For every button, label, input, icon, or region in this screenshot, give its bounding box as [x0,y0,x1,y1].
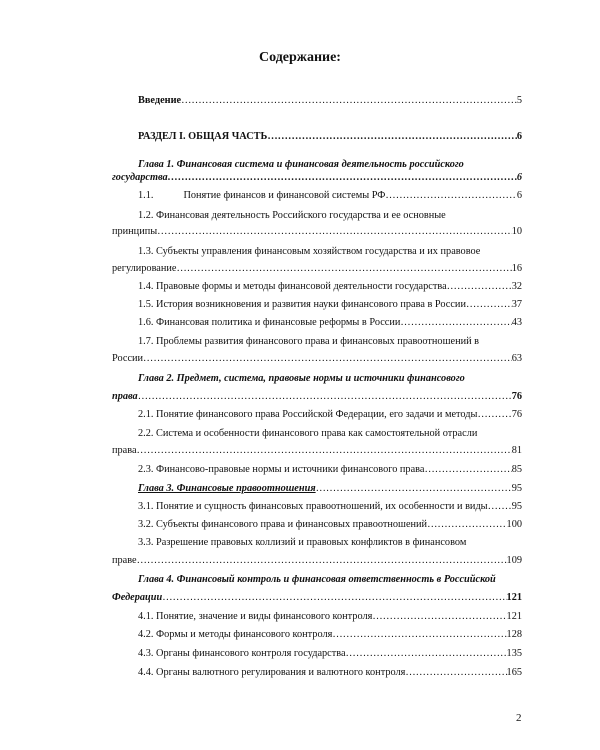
leader-dots [332,628,506,641]
toc-entry-section-1[interactable] [138,130,522,143]
leader-dots [488,500,512,513]
toc-page-number: 95 [511,483,522,494]
leader-dots [181,94,517,107]
page-number: 2 [516,712,522,724]
toc-page-number: 85 [511,464,522,475]
toc-entry-text: 4.2. Формы и методы финансового контроля [138,629,333,640]
toc-entry-text: регулирование [112,263,177,274]
toc-entry-text: 4.3. Органы финансового контроля государства [138,648,346,659]
toc-entry-text: 4.1. Понятие, значение и виды финансового контроля [138,611,373,622]
toc-entry-text: 1.6. Финансовая политика и финансовые реформы в России [138,317,401,328]
toc-page-number: 76 [511,391,522,402]
toc-page-number: 121 [506,592,522,603]
leader-dots [138,390,512,403]
toc-entry-2-2-line2[interactable] [112,444,522,457]
toc-entry-1-7-line2[interactable] [112,352,522,365]
toc-page-number: 100 [506,519,522,530]
leader-dots [385,189,516,202]
leader-dots [168,171,517,184]
toc-entry-1-4[interactable] [138,280,522,293]
toc-entry-text: 4.4. Органы валютного регулирования и валютного контроля [138,667,406,678]
toc-entry-number: 1.1. [138,190,154,201]
leader-dots [466,298,512,311]
toc-page-number: 165 [506,667,522,678]
toc-page-number: 43 [511,317,522,328]
toc-entry-text: РАЗДЕЛ I. ОБЩАЯ ЧАСТЬ [138,131,268,142]
toc-entry-2-3[interactable] [138,463,522,476]
leader-dots [400,316,511,329]
leader-dots [143,352,512,365]
leader-dots [346,647,507,660]
toc-entry-3-3-line1[interactable]: 3.3. Разрешение правовых коллизий и правовых конфликтов в финансовом [138,537,467,548]
toc-entry-text: 2.3. Финансово-правовые нормы и источники финансового права [138,464,425,475]
toc-entry-text: Введение [138,95,182,106]
toc-entry-4-3[interactable] [138,647,522,660]
toc-entry-1-3-line2[interactable] [112,262,522,275]
toc-entry-text: России [112,353,144,364]
toc-entry-intro[interactable] [138,94,522,107]
toc-page-number: 16 [511,263,522,274]
leader-dots [137,444,512,457]
leader-dots [405,666,506,679]
toc-entry-text: принципы [112,226,158,237]
toc-entry-text: 1.5. История возникновения и развития науки финансового права в России [138,299,466,310]
leader-dots [424,463,511,476]
toc-entry-text: Федерации [112,592,163,603]
toc-chapter-2-line2[interactable] [112,390,522,403]
toc-entry-1-1[interactable] [138,189,522,202]
page-title: Содержание: [259,50,341,65]
toc-page-number: 128 [506,629,522,640]
toc-page-number: 37 [511,299,522,310]
toc-page-number: 76 [511,409,522,420]
leader-dots [447,280,512,293]
toc-entry-1-7-line1[interactable]: 1.7. Проблемы развития финансового права и финансовых правоотношений в [138,336,480,347]
toc-entry-text: 3.1. Понятие и сущность финансовых правоотношений, их особенности и виды [138,501,488,512]
toc-entry-2-1[interactable] [138,408,522,421]
toc-entry-1-5[interactable] [138,298,522,311]
toc-page-number: 121 [506,611,522,622]
toc-chapter-3[interactable] [138,482,522,495]
leader-dots [267,130,517,143]
toc-entry-4-2[interactable] [138,628,522,641]
toc-entry-4-4[interactable] [138,666,522,679]
toc-entry-text: 1.4. Правовые формы и методы финансовой деятельности государства [138,281,447,292]
toc-entry-text: 3.2. Субъекты финансового права и финансовых правоотношений [138,519,428,530]
leader-dots [427,518,506,531]
toc-entry-text: Понятие финансов и финансовой системы РФ [183,190,386,201]
toc-chapter-4-line1[interactable]: Глава 4. Финансовый контроль и финансовая ответственность в Российской [138,574,496,585]
leader-dots [176,262,511,275]
toc-entry-text: 2.1. Понятие финансового права Российской Федерации, его задачи и методы [138,409,478,420]
toc-page-number: 95 [511,501,522,512]
toc-page-number: 81 [511,445,522,456]
leader-dots [316,482,512,495]
toc-page-number: 109 [506,555,522,566]
toc-entry-1-2-line2[interactable] [112,225,522,238]
leader-dots [162,591,506,604]
toc-entry-3-3-line2[interactable] [112,554,522,567]
toc-entry-text: государства [112,172,168,183]
toc-page-number: 5 [516,95,522,106]
toc-page-number: 32 [511,281,522,292]
toc-entry-4-1[interactable] [138,610,522,623]
toc-chapter-1-line2[interactable] [112,171,522,184]
toc-entry-1-2-line1[interactable]: 1.2. Финансовая деятельность Российского государства и ее основные [138,210,446,221]
toc-entry-2-2-line1[interactable]: 2.2. Система и особенности финансового права как самостоятельной отрасли [138,428,478,439]
toc-entry-1-3-line1[interactable]: 1.3. Субъекты управления финансовым хозяйством государства и их правовое [138,246,481,257]
toc-entry-text: права [112,391,138,402]
toc-entry-text: Глава 3. Финансовые правоотношения [138,483,316,494]
toc-page-number: 6 [516,172,522,183]
toc-entry-3-1[interactable] [138,500,522,513]
toc-entry-text: права [112,445,137,456]
toc-page-number: 6 [516,131,522,142]
toc-entry-text: праве [112,555,137,566]
toc-page-number: 6 [516,190,522,201]
toc-chapter-1-line1[interactable]: Глава 1. Финансовая система и финансовая деятельность российского [138,159,464,170]
leader-dots [372,610,506,623]
leader-dots [137,554,507,567]
toc-page-number: 63 [511,353,522,364]
toc-entry-1-6[interactable] [138,316,522,329]
toc-chapter-4-line2[interactable] [112,591,522,604]
leader-dots [477,408,511,421]
toc-page-number: 135 [506,648,522,659]
toc-page-number: 10 [511,226,522,237]
toc-chapter-2-line1[interactable]: Глава 2. Предмет, система, правовые нормы и источники финансового [138,373,465,384]
toc-entry-3-2[interactable] [138,518,522,531]
leader-dots [157,225,512,238]
